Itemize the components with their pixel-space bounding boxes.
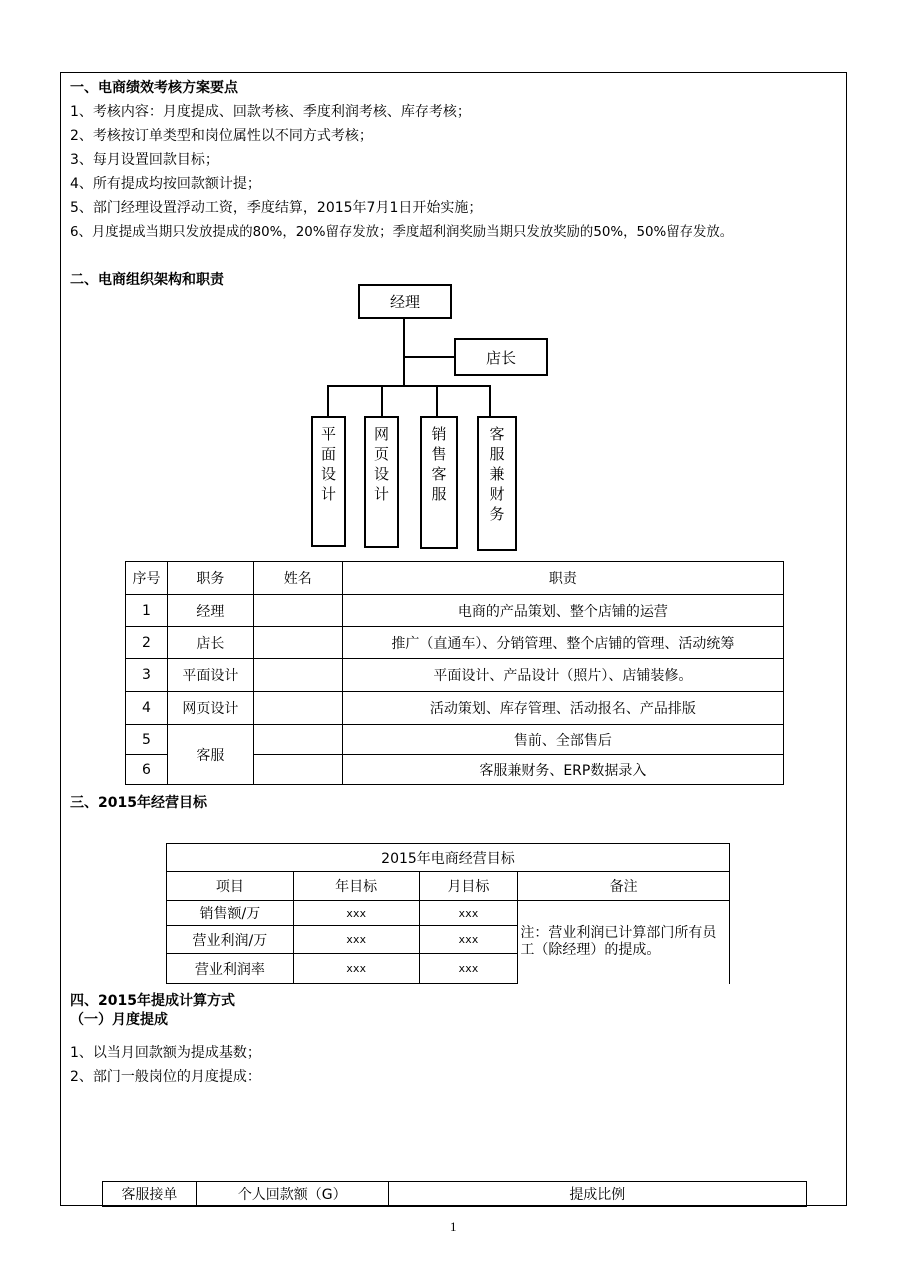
duties-cell-duty: 平面设计、产品设计（照片）、店铺装修。: [342, 659, 783, 692]
duties-cell-name: [253, 659, 342, 692]
duties-cell-no: 3: [126, 659, 168, 692]
targets-cell-year: xxx: [293, 954, 419, 984]
duties-cell-role: 平面设计: [167, 659, 253, 692]
targets-cell-item: 销售额/万: [167, 901, 294, 926]
duties-header-name: 姓名: [253, 562, 342, 595]
section4-heading: 四、2015年提成计算方式: [70, 993, 235, 1009]
targets-cell-year: xxx: [293, 901, 419, 926]
targets-cell-item: 营业利润率: [167, 954, 294, 984]
duties-cell-duty: 推广（直通车）、分销管理、整个店铺的管理、活动统筹: [342, 627, 783, 659]
section2-heading: 二、电商组织架构和职责: [70, 272, 224, 288]
targets-cell-month: xxx: [419, 901, 518, 926]
duties-cell-name: [253, 692, 342, 725]
duties-cell-duty: 售前、全部售后: [342, 725, 783, 755]
duties-cell-duty: 电商的产品策划、整个店铺的运营: [342, 595, 783, 627]
org-dept-sales-service-label: 销售客服: [431, 425, 447, 503]
duties-cell-name: [253, 627, 342, 659]
duties-header-no: 序号: [126, 562, 168, 595]
commission-header-order: 客服接单: [103, 1182, 197, 1207]
table-row: [167, 901, 730, 926]
org-connector-store: [403, 356, 454, 358]
targets-header-year: 年目标: [293, 872, 419, 901]
section4-item-2: 2、部门一般岗位的月度提成：: [70, 1069, 261, 1085]
section1-item-4: 4、所有提成均按回款额计提；: [70, 176, 261, 192]
duties-cell-role: 店长: [167, 627, 253, 659]
org-dept-service-finance: [477, 416, 517, 551]
targets-header-note: 备注: [518, 872, 730, 901]
section1-item-5: 5、部门经理设置浮动工资，季度结算，2015年7月1日开始实施；: [70, 200, 483, 216]
table-row: [126, 659, 784, 692]
section3-heading: 三、2015年经营目标: [70, 795, 207, 811]
duties-cell-no: 5: [126, 725, 168, 755]
page-number: 1: [450, 1219, 457, 1234]
section1-item-2: 2、考核按订单类型和岗位属性以不同方式考核；: [70, 128, 373, 144]
org-dept-sales-service: [420, 416, 458, 549]
targets-cell-item: 营业利润/万: [167, 926, 294, 954]
section1-heading: 一、电商绩效考核方案要点: [70, 80, 238, 96]
section1-item-3: 3、每月设置回款目标；: [70, 152, 219, 168]
org-store-manager-box: 店长: [454, 338, 548, 376]
duties-cell-role: 网页设计: [167, 692, 253, 725]
org-dept-web-design-label: 网页设计: [373, 425, 389, 503]
targets-table-title: 2015年电商经营目标: [167, 844, 730, 872]
org-connector-dept-4: [489, 385, 491, 417]
duties-cell-no: 2: [126, 627, 168, 659]
duties-header-duty: 职责: [342, 562, 783, 595]
org-connector-dept-1: [327, 385, 329, 417]
org-connector-horizontal: [327, 385, 490, 387]
duties-header-role: 职务: [167, 562, 253, 595]
duties-cell-duty: 客服兼财务、ERP数据录入: [342, 755, 783, 785]
duties-cell-name: [253, 595, 342, 627]
targets-header-month: 月目标: [419, 872, 518, 901]
duties-table: [125, 561, 784, 785]
duties-cell-role: 客服: [167, 725, 253, 785]
duties-cell-role: 经理: [167, 595, 253, 627]
org-dept-graphic-design-label: 平面设计: [320, 425, 336, 503]
targets-cell-year: xxx: [293, 926, 419, 954]
targets-header-item: 项目: [167, 872, 294, 901]
targets-cell-month: xxx: [419, 954, 518, 984]
commission-header-collection: 个人回款额（G）: [196, 1182, 388, 1207]
section4-item-1: 1、以当月回款额为提成基数；: [70, 1045, 261, 1061]
targets-table: [166, 843, 730, 984]
duties-cell-no: 6: [126, 755, 168, 785]
section1-item-6: 6、月度提成当期只发放提成的80%，20%留存发放；季度超利润奖励当期只发放奖励的50%，50%留存发放。: [70, 225, 734, 240]
targets-cell-month: xxx: [419, 926, 518, 954]
section4-subheading: （一）月度提成: [70, 1012, 168, 1028]
duties-cell-no: 4: [126, 692, 168, 725]
duties-cell-duty: 活动策划、库存管理、活动报名、产品排版: [342, 692, 783, 725]
duties-cell-no: 1: [126, 595, 168, 627]
org-dept-web-design: [364, 416, 399, 548]
table-row: [126, 692, 784, 725]
section1-item-1: 1、考核内容：月度提成、回款考核、季度利润考核、库存考核；: [70, 104, 471, 120]
org-manager-box: 经理: [358, 284, 452, 319]
duties-cell-name: [253, 755, 342, 785]
commission-header-ratio: 提成比例: [388, 1182, 806, 1207]
org-dept-service-finance-label: 客服兼财务: [489, 425, 505, 523]
table-row: [126, 627, 784, 659]
org-connector-dept-2: [381, 385, 383, 417]
table-row: [126, 595, 784, 627]
org-dept-graphic-design: [311, 416, 346, 547]
duties-cell-name: [253, 725, 342, 755]
org-connector-dept-3: [436, 385, 438, 417]
commission-table: [102, 1181, 807, 1207]
org-connector-vertical: [403, 319, 405, 386]
targets-note: 注：营业利润已计算部门所有员工（除经理）的提成。: [518, 901, 730, 984]
table-row: [126, 725, 784, 755]
